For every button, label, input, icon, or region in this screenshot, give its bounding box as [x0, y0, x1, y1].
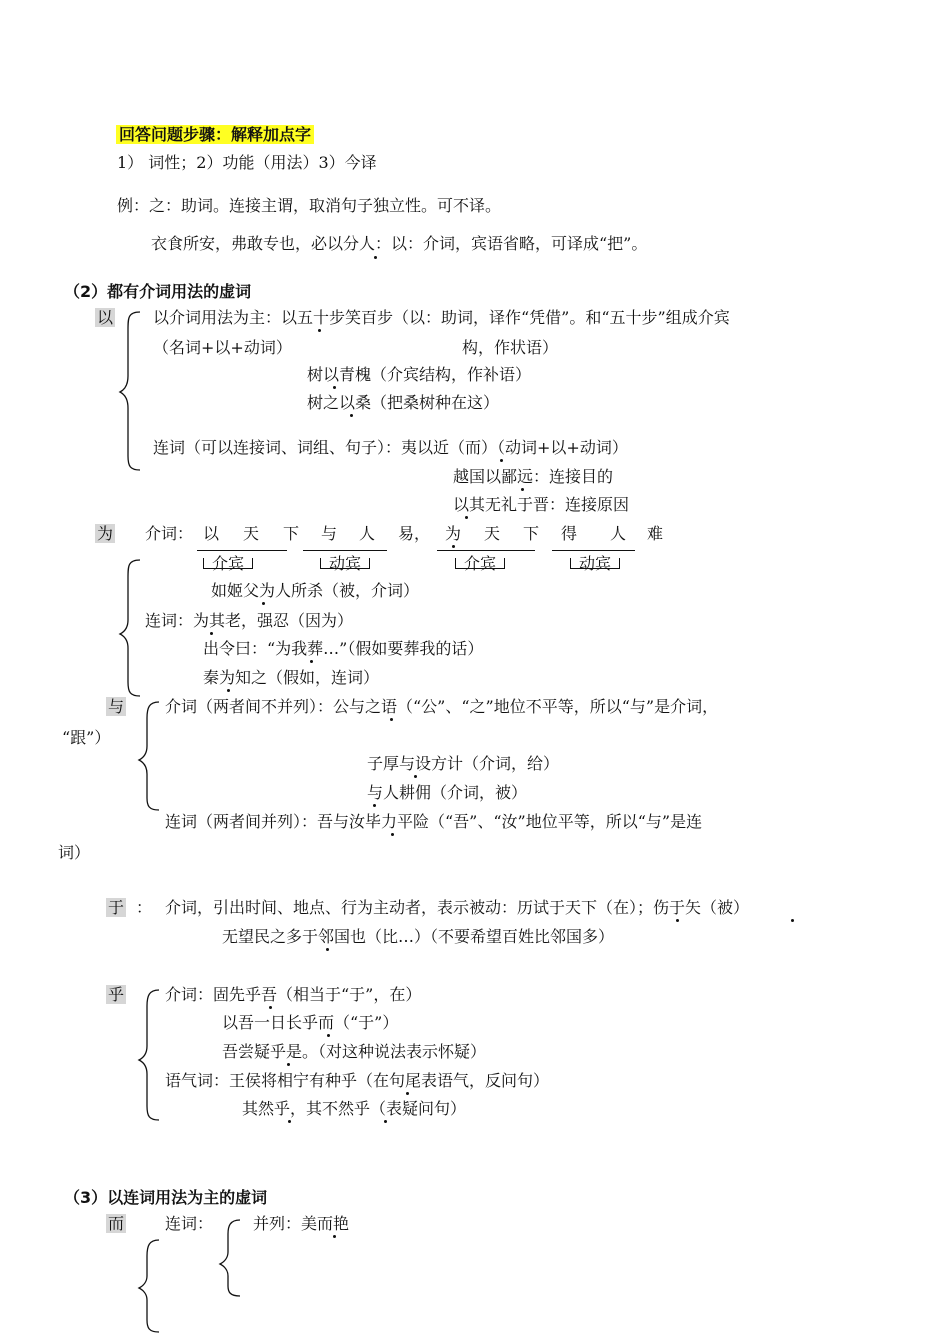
phrase-label: 动宾	[329, 554, 362, 573]
emphasis-dot	[406, 1092, 409, 1095]
yu-line-1: 介词（两者间不并列）：公与之语（“公”、“之”地位不平等，所以“与”是介词，	[165, 697, 719, 716]
phrase-label: 动宾	[579, 554, 612, 573]
wei-label: 介词：	[145, 524, 194, 543]
emphasis-dot	[318, 329, 321, 332]
hu-line-3: 吾尝疑乎是。（对这种说法表示怀疑）	[222, 1042, 487, 1061]
emphasis-dot	[327, 1034, 330, 1037]
steps-list: 1） 词性；2）功能（用法）3）今译	[117, 153, 377, 172]
emphasis-dot	[269, 1006, 272, 1009]
emphasis-dot	[384, 1120, 387, 1123]
yu2-line-2: 无望民之多于邻国也（比…）（不要希望百姓比邻国多）	[222, 927, 615, 946]
wei-char: 天	[484, 524, 501, 543]
emphasis-dot	[350, 414, 353, 417]
wei-line-3: 连词：为其老，强忍（因为）	[145, 611, 354, 630]
yi-line-6: 越国以鄙远：连接目的	[453, 467, 614, 486]
yi-line-1: 以介词用法为主：以五十步笑百步（以：助词，译作“凭借”。和“五十步”组成介宾	[153, 308, 730, 327]
yu-line-1b: “跟”）	[62, 728, 111, 747]
wei-char: 下	[523, 524, 540, 543]
emphasis-dot	[333, 1235, 336, 1238]
yu2-line-1: 介词，引出时间、地点、行为主动者，表示被动：历试于天下（在）；伤于矢（被）	[165, 898, 750, 917]
emphasis-dot	[288, 1120, 291, 1123]
wei-char: 人	[610, 524, 627, 543]
example-yi: 衣食所安，弗敢专也，必以分人：以：介词，宾语省略，可译成“把”。	[151, 234, 648, 253]
emphasis-dot	[391, 833, 394, 836]
example-zhi: 例：之：助词。连接主谓，取消句子独立性。可不译。	[117, 196, 502, 215]
hu-line-5: 其然乎，其不然乎（表疑问句）	[242, 1099, 467, 1118]
emphasis-dot	[676, 919, 679, 922]
yu-line-3: 与人耕佣（介词，被）	[367, 783, 528, 802]
brace-yu	[137, 700, 167, 812]
er-label: 连词：	[165, 1214, 214, 1233]
yu-line-4: 连词（两者间并列）：吾与汝毕力平险（“吾”、“汝”地位平等，所以“与”是连	[165, 812, 703, 831]
phrase-label: 介宾	[212, 554, 245, 573]
phrase-label: 介宾	[464, 554, 497, 573]
emphasis-dot	[390, 718, 393, 721]
brace-hu	[137, 988, 167, 1123]
phrase-underline	[197, 550, 287, 551]
wei-char: 以	[203, 524, 220, 543]
wei-line-5: 秦为知之（假如，连词）	[203, 668, 380, 687]
entry-char-yu: 与	[108, 697, 125, 716]
brace-er-inner	[218, 1218, 248, 1300]
wei-line-4: 出令曰：“为我葬…”（假如要葬我的话）	[203, 639, 484, 658]
emphasis-dot	[227, 689, 230, 692]
emphasis-dot	[373, 804, 376, 807]
phrase-underline	[303, 550, 387, 551]
wei-char: 得	[561, 524, 578, 543]
emphasis-dot	[414, 775, 417, 778]
yu-line-4b: 词）	[58, 843, 91, 862]
wei-char: 天	[243, 524, 260, 543]
emphasis-dot	[452, 545, 455, 548]
yu2-colon: ：	[136, 898, 153, 917]
hu-line-2: 以吾一日长乎而（“于”）	[222, 1013, 399, 1032]
wei-char: 难	[647, 524, 664, 543]
brace-yi	[118, 310, 148, 470]
yi-line-2a: （名词+以+动词）	[153, 338, 292, 357]
section3-heading: （3）以连词用法为主的虚词	[64, 1188, 268, 1207]
entry-char-hu: 乎	[108, 985, 125, 1004]
wei-char: 易，	[398, 524, 431, 543]
yi-line-3: 树以青槐（介宾结构，作补语）	[307, 365, 532, 384]
wei-char: 为	[445, 524, 462, 543]
phrase-underline	[437, 550, 535, 551]
emphasis-dot	[287, 1063, 290, 1066]
section2-heading: （2）都有介词用法的虚词	[64, 282, 252, 301]
hu-line-1: 介词：固先乎吾（相当于“于”，在）	[165, 985, 422, 1004]
hu-line-4: 语气词：王侯将相宁有种乎（在句尾表语气，反问句）	[165, 1071, 550, 1090]
emphasis-dot	[262, 602, 265, 605]
yi-line-4: 树之以桑（把桑树种在这）	[307, 393, 500, 412]
yi-line-7: 以其无礼于晋：连接原因	[453, 495, 630, 514]
wei-char: 与	[321, 524, 338, 543]
emphasis-dot	[500, 459, 503, 462]
steps-heading: 回答问题步骤：解释加点字	[116, 125, 314, 145]
emphasis-dot	[210, 632, 213, 635]
er-sub-line: 并列：美而艳	[253, 1214, 350, 1233]
entry-char-yi: 以	[97, 308, 114, 327]
emphasis-dot	[333, 386, 336, 389]
emphasis-dot	[326, 948, 329, 951]
yu-line-2: 子厚与设方计（介词，给）	[367, 754, 560, 773]
entry-char-wei: 为	[97, 524, 114, 543]
wei-char: 下	[283, 524, 300, 543]
phrase-underline	[552, 550, 635, 551]
entry-char-er: 而	[108, 1214, 125, 1233]
yi-line-2b: 构，作状语）	[462, 338, 559, 357]
wei-char: 人	[359, 524, 376, 543]
entry-char-yu2: 于	[108, 898, 125, 917]
brace-er	[137, 1238, 167, 1334]
yi-line-5: 连词（可以连接词、词组、句子）：夷以近（而）（动词+以+动词）	[153, 438, 628, 457]
emphasis-dot	[310, 660, 313, 663]
brace-wei	[118, 558, 148, 700]
emphasis-dot	[374, 256, 377, 259]
emphasis-dot	[521, 488, 524, 491]
wei-line-2: 如姬父为人所杀（被，介词）	[211, 581, 420, 600]
emphasis-dot	[465, 516, 468, 519]
emphasis-dot	[791, 919, 794, 922]
